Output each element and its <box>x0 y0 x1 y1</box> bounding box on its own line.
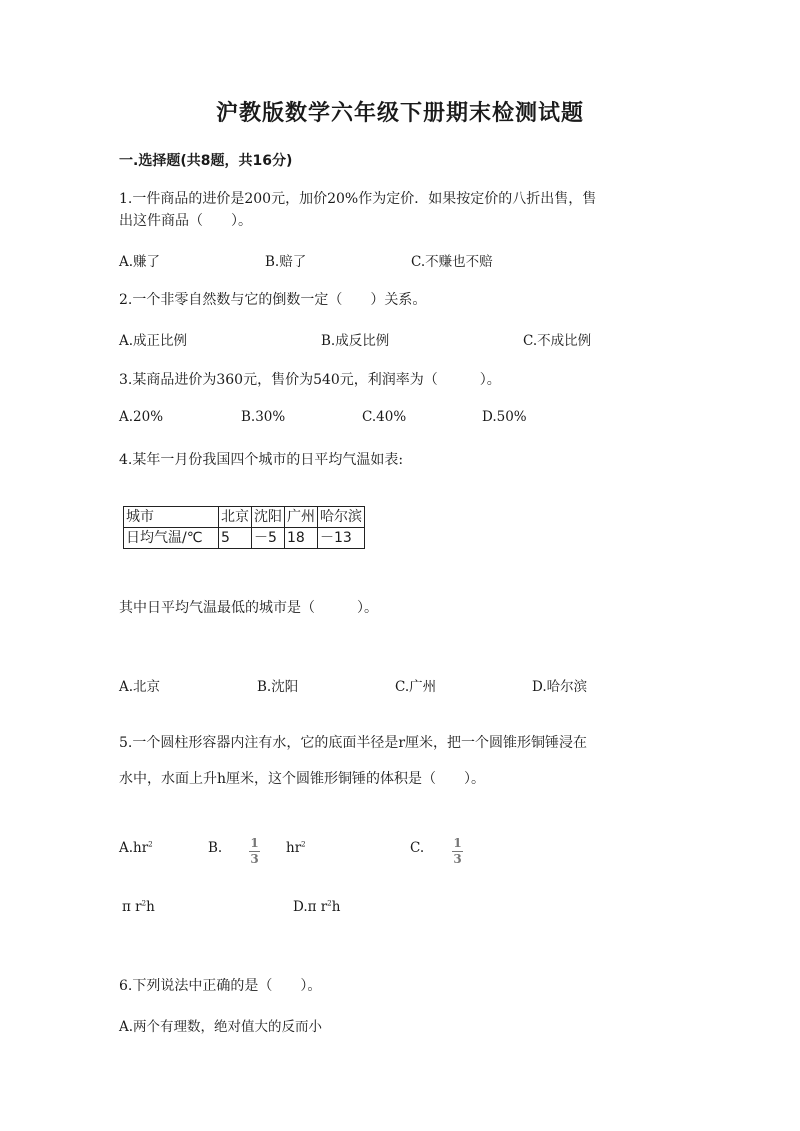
table-cell: 城市 <box>124 507 219 528</box>
q4-option-b: B.沈阳 <box>257 679 299 695</box>
q3-option-d: D.50% <box>482 409 527 425</box>
table-header-row <box>124 507 365 528</box>
table-cell: 日均气温/℃ <box>124 528 219 549</box>
q6-option-a: A.两个有理数，绝对值大的反而小 <box>119 1019 323 1035</box>
table-cell: 广州 <box>285 507 318 528</box>
q3-text: 3.某商品进价为360元，售价为540元，利润率为（ ）。 <box>119 372 501 388</box>
table-cell: 北京 <box>219 507 252 528</box>
q4-text: 4.某年一月份我国四个城市的日平均气温如表: <box>119 452 404 468</box>
q1-option-c: C.不赚也不赔 <box>411 254 493 270</box>
table-cell: 沈阳 <box>252 507 285 528</box>
q4-option-c: C.广州 <box>395 679 437 695</box>
table-row <box>124 528 365 549</box>
q6-text: 6.下列说法中正确的是（ ）。 <box>119 978 322 994</box>
q5-option-b-label: B. <box>208 840 223 856</box>
q5-text-line2: 水中，水面上升h厘米，这个圆锥形铜锤的体积是（ ）。 <box>119 771 486 787</box>
q4-option-d: D.哈尔滨 <box>532 679 588 695</box>
table-cell: －13 <box>318 528 365 549</box>
q2-option-b: B.成反比例 <box>321 333 390 349</box>
q5-option-d: D.π $r^2h$ <box>293 899 341 915</box>
q5-option-a: $A.hr^2$ <box>119 840 153 856</box>
q3-option-c: C.40% <box>362 409 407 425</box>
table-cell: －5 <box>252 528 285 549</box>
q2-text: 2.一个非零自然数与它的倒数一定（ ）关系。 <box>119 292 427 308</box>
q2-option-c: C.不成比例 <box>523 333 592 349</box>
q5-option-b-rest: $hr^2$ <box>286 840 306 856</box>
q5-option-b-fraction: $\frac{1}{3}$ <box>250 836 259 866</box>
q3-option-a: A.20% <box>119 409 164 425</box>
section-heading: 一.选择题(共8题，共16分) <box>119 153 293 169</box>
q1-option-b: B.赔了 <box>265 254 307 270</box>
table-cell: 5 <box>219 528 252 549</box>
q5-option-c-label: C. <box>410 840 425 856</box>
q5-option-c-fraction: $\frac{1}{3}$ <box>453 836 462 866</box>
q5-option-c-rest: π $r^2h$ <box>122 899 155 915</box>
q1-text-line1: 1.一件商品的进价是200元，加价20%作为定价．如果按定价的八折出售，售 <box>119 191 597 207</box>
table-cell: 18 <box>285 528 318 549</box>
q5-text-line1: 5.一个圆柱形容器内注有水，它的底面半径是r厘米，把一个圆锥形铜锤浸在 <box>119 735 588 751</box>
q2-option-a: A.成正比例 <box>119 333 188 349</box>
q3-option-b: B.30% <box>241 409 286 425</box>
table-cell: 哈尔滨 <box>318 507 365 528</box>
q4-question: 其中日平均气温最低的城市是（ ）。 <box>119 600 378 616</box>
q1-text-line2: 出这件商品（ ）。 <box>119 213 252 229</box>
q4-option-a: A.北京 <box>119 679 161 695</box>
q1-option-a: A.赚了 <box>119 254 161 270</box>
page-title: 沪教版数学六年级下册期末检测试题 <box>215 101 584 126</box>
temperature-table <box>123 506 365 549</box>
